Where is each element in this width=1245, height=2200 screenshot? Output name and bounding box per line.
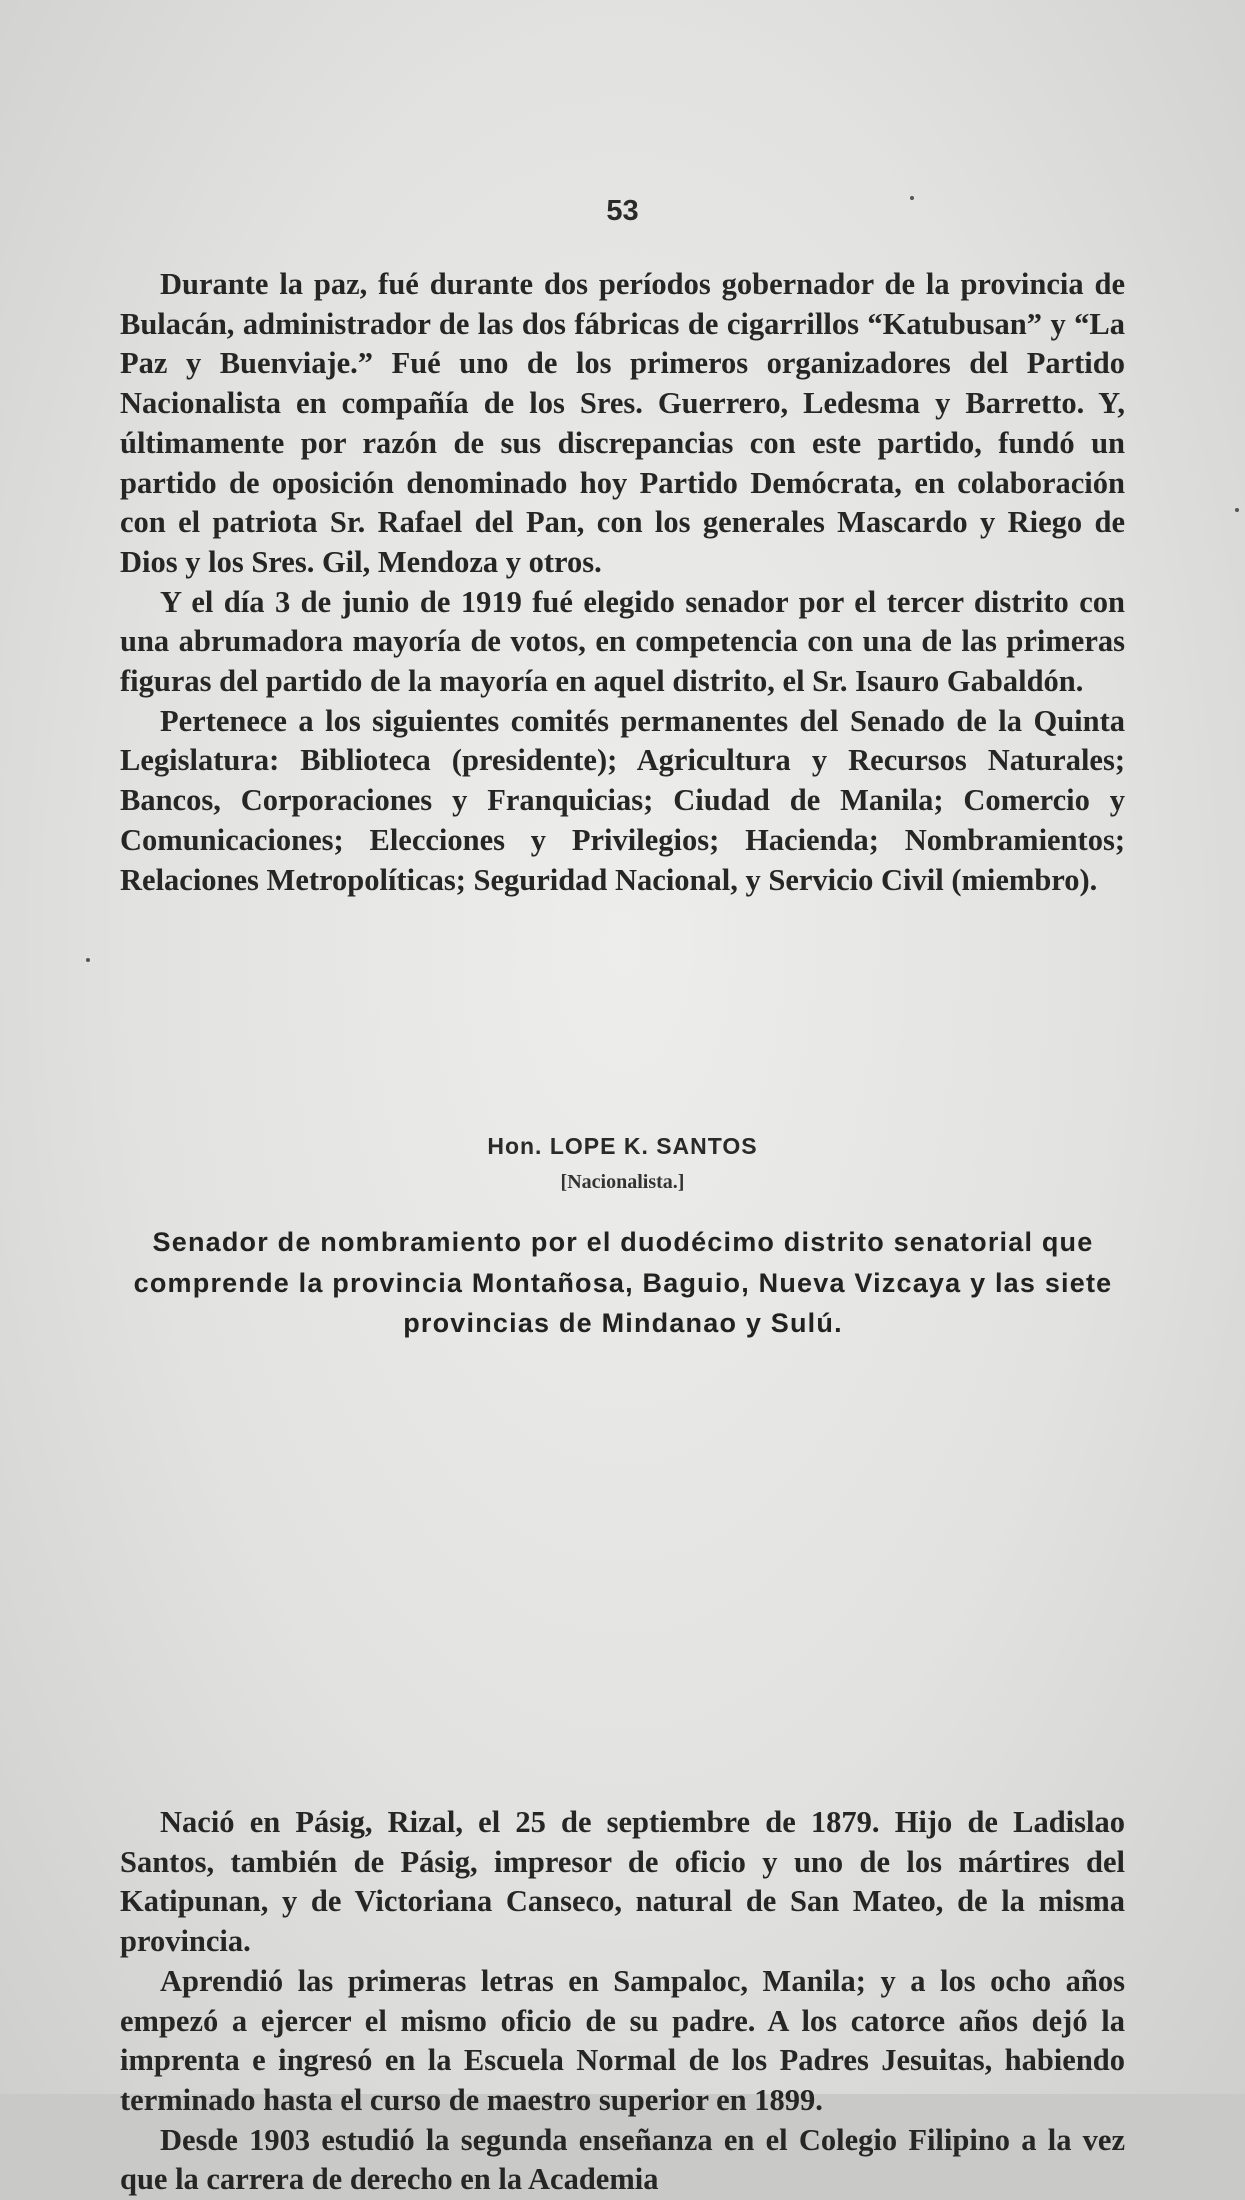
party-affiliation: [Nacionalista.] <box>560 1171 685 1193</box>
paragraph-early-education: Aprendió las primeras letras en Sampaloc, Manila; y a los ocho años empezó a ejercer el mismo oficio de su padre. A los catorce años dejó la imprenta e ingresó en la Escuela Normal de los Padres Jesuitas, habiendo terminado hasta el curso de maestro superior en 1899. <box>120 1963 1125 2117</box>
senator-name: Hon. LOPE K. SANTOS <box>487 1133 758 1159</box>
scan-speck <box>86 958 90 962</box>
scan-speck <box>1235 508 1239 512</box>
biography-continuation <box>120 265 1125 900</box>
paragraph-election: Y el día 3 de junio de 1919 fué elegido senador por el tercer distrito con una abrumadora mayoría de votos, en competencia con una de las primeras figuras del partido de la mayoría en aquel distrito, el Sr. Isauro Gabaldón. <box>120 584 1125 699</box>
paragraph-birth: Nació en Pásig, Rizal, el 25 de septiembre de 1879. Hijo de Ladislao Santos, también de Pásig, impresor de oficio y uno de los mártires del Katipunan, y de Victoriana Canseco, natural de San Mateo, de la misma provincia. <box>120 1805 1125 1959</box>
paragraph-committees: Pertenece a los siguientes comités permanentes del Senado de la Quinta Legislatura: Biblioteca (presidente); Agricultura y Recursos Naturales; Bancos, Corporaciones y Franquicias; Ciudad de Manila; Comercio y Comunicaciones; Elecciones y Privilegios; Hacienda; Nombramientos; Relaciones Metropolíticas; Seguridad Nacional, y Servicio Civil (miembro). <box>120 703 1125 897</box>
biography-santos <box>120 1803 1125 2200</box>
paragraph-secondary-education: Desde 1903 estudió la segunda enseñanza en el Colegio Filipino a la vez que la carrera de derecho en la Academia <box>120 2122 1125 2197</box>
senator-heading: Senador de nombramiento por el duodécimo distrito senatorial que comprende la provincia Montañosa, Baguio, Nueva Vizcaya y las siete provincias de Mindanao y Sulú. <box>133 1227 1113 1338</box>
page-number: 53 <box>606 195 639 227</box>
paragraph-career: Durante la paz, fué durante dos períodos gobernador de la provincia de Bulacán, administrador de las dos fábricas de cigarrillos “Katubusan” y “La Paz y Buenviaje.” Fué uno de los primeros organizadores del Partido Nacionalista en compañía de los Sres. Guerrero, Ledesma y Barretto. Y, últimamente por razón de sus discrepancias con este partido, fundó un partido de oposición denominado hoy Partido Demócrata, en colaboración con el patriota Sr. Rafael del Pan, con los generales Mascardo y Riego de Dios y los Sres. Gil, Mendoza y otros. <box>120 267 1125 579</box>
scan-speck <box>910 196 914 200</box>
